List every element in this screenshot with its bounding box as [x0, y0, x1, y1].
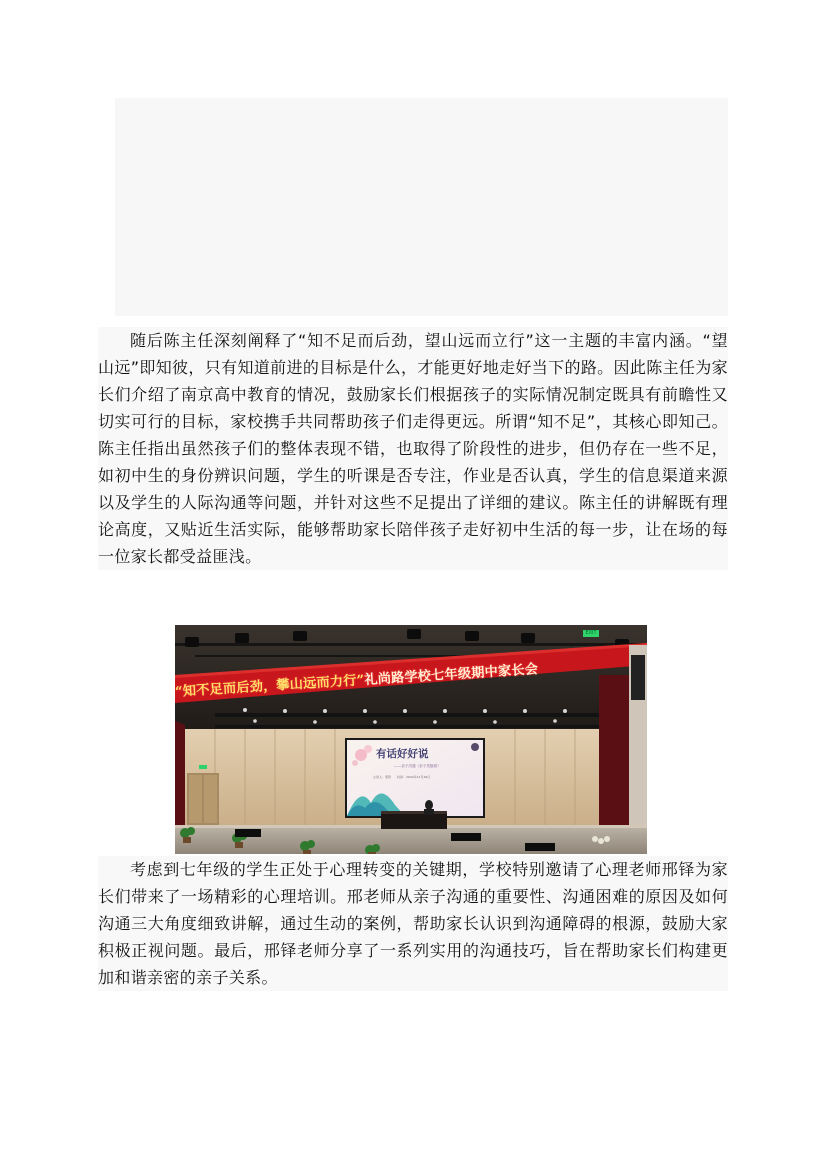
screen-title: 有话好好说 — [376, 748, 429, 760]
blank-image-area — [115, 98, 728, 316]
banner-rest: 礼尚路学校七年级期中家长会 — [363, 662, 539, 689]
meeting-photo — [175, 625, 647, 854]
exit-sign: EXIT — [583, 630, 599, 637]
article-paragraph-2: 考虑到七年级的学生正处于心理转变的关键期，学校特别邀请了心理老师邢铎为家长们带来了一场精彩的心理培训。邢老师从亲子沟通的重要性、沟通困难的原因及如何沟通三大角度细致讲解，通过生动的案例，帮助家长认识到沟通障碍的根源，鼓励大家积极正视问题。最后，邢铎老师分享了一系列实用的沟通技巧，旨在帮助家长们构建更加和谐亲密的亲子关系。 — [98, 856, 728, 991]
screen-subtitle: ——亲子沟通（亲子类版面） — [394, 764, 441, 768]
article-paragraph-1: 随后陈主任深刻阐释了“知不足而后劲，望山远而立行”这一主题的丰富内涵。“望山远”即知彼，只有知道前进的目标是什么，才能更好地走好当下的路。因此陈主任为家长们介绍了南京高中教育的情况，鼓励家长们根据孩子的实际情况制定既具有前瞻性又切实可行的目标，家校携手共同帮助孩子们走得更远。所谓“知不足”，其核心即知己。陈主任指出虽然孩子们的整体表现不错，也取得了阶段性的进步，但仍存在一些不足，如初中生的身份辨识问题，学生的听课是否专注，作业是否认真，学生的信息渠道来源以及学生的人际沟通等问题，并针对这些不足提出了详细的建议。陈主任的讲解既有理论高度，又贴近生活实际，能够帮助家长陪伴孩子走好初中生活的每一步，让在场的每一位家长都受益匪浅。 — [98, 327, 728, 570]
banner-quote: “知不足而后劲，攀山远而力行” — [175, 673, 365, 700]
screen-info: 主讲人：邢铎 时间：2024年11月16日 — [373, 775, 431, 779]
